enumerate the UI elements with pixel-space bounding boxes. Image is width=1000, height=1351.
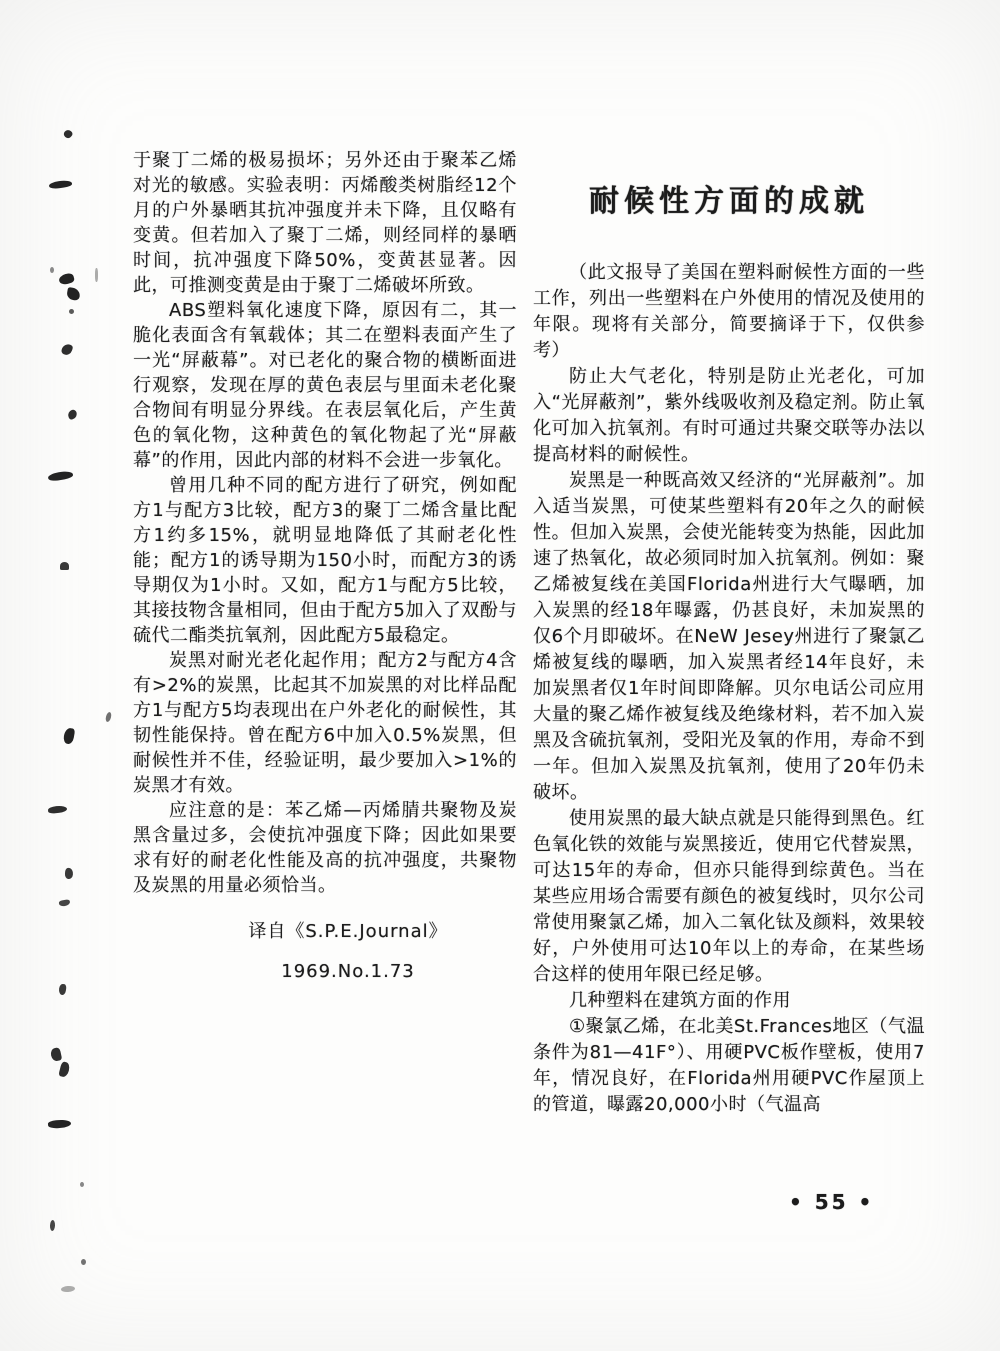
ink-blot-artifact: [67, 409, 79, 421]
ink-blot-artifact: [63, 727, 76, 744]
paragraph: 炭黑对耐光老化起作用；配方2与配方4含有>2%的炭黑，比起其不加炭黑的对比样品配方1与配方5均表现出在户外老化的耐候性，其韧性能保持。曾在配方6中加入0.5%炭黑，但耐候性并不佳，经验证明，最少要加入>1%的炭黑才有效。: [133, 650, 517, 796]
section-heading: 几种塑料在建筑方面的作用: [569, 990, 791, 1011]
left-column: [133, 148, 517, 992]
ink-blot-artifact: [48, 1119, 72, 1129]
ink-blot-artifact: [65, 868, 74, 880]
ink-blot-artifact: [49, 179, 73, 189]
ink-blot-artifact: [50, 1220, 56, 1231]
right-column: [533, 176, 925, 1118]
ink-blot-artifact: [69, 309, 74, 314]
ink-blot-artifact: [60, 562, 69, 570]
paragraph: ①聚氯乙烯，在北美St.Frances地区（气温条件为81—41F°）、用硬PVC板作壁板，使用7年，情况良好，在Florida州用硬PVC作屋顶上的管道，曝露20,000小时（气温高: [533, 1016, 925, 1115]
ink-blot-artifact: [58, 984, 66, 996]
citation-source: 译自《S.P.E.Journal》: [248, 921, 448, 942]
ink-blot-artifact: [47, 470, 73, 482]
editor-note-paragraph: （此文报导了美国在塑料耐候性方面的一些工作，列出一些塑料在户外使用的情况及使用的年限。现将有关部分，简要摘译于下，仅供参考）: [533, 262, 925, 361]
ink-blot-artifact: [50, 267, 54, 273]
paragraph: 防止大气老化，特别是防止光老化，可加入“光屏蔽剂”，紫外线吸收剂及稳定剂。防止氧化可加入抗氧剂。有时可通过共聚交联等办法以提高材料的耐候性。: [533, 366, 925, 465]
page-number: • 55 •: [789, 1190, 875, 1214]
ink-blot-artifact: [66, 287, 81, 301]
ink-blot-artifact: [105, 712, 112, 723]
paragraph: 曾用几种不同的配方进行了研究，例如配方1与配方3比较，配方3的聚丁二烯含量比配方1约多15%，就明显地降低了其耐老化性能；配方1的诱导期为150小时，而配方3的诱导期仅为1小时。又如，配方1与配方5比较，其接技物含量相同，但由于配方5加入了双酚与硫代二酯类抗氧剂，因此配方5最稳定。: [133, 475, 517, 646]
ink-blot-artifact: [61, 1286, 75, 1293]
ink-blot-artifact: [58, 272, 75, 286]
paragraph: 应注意的是：苯乙烯—丙烯腈共聚物及炭黑含量过多，会使抗冲强度下降；因此如果要求有好的耐老化性能及高的抗冲强度，共聚物及炭黑的用量必须恰当。: [133, 800, 517, 896]
paragraph: 使用炭黑的最大缺点就是只能得到黑色。红色氧化铁的效能与炭黑接近，使用它代替炭黑，可达15年的寿命，但亦只能得到综黄色。当在某些应用场合需要有颜色的被复线时，贝尔公司常使用聚氯乙烯，加入二氧化钛及颜料，效果较好，户外使用可达10年以上的寿命，在某些场合这样的使用年限已经足够。: [533, 808, 925, 985]
ink-blot-artifact: [59, 899, 71, 907]
ink-blot-artifact: [80, 1182, 84, 1187]
ink-blot-artifact: [60, 343, 73, 357]
paragraph: 于聚丁二烯的极易损坏；另外还由于聚苯乙烯对光的敏感。实验表明：丙烯酸类树脂经12个月的户外暴晒其抗冲强度并未下降，且仅略有变黄。但若加入了聚丁二烯，则经同样的暴晒时间，抗冲强度下降50%，变黄甚显著。因此，可推测变黄是由于聚丁二烯破坏所致。: [133, 150, 517, 296]
ink-blot-artifact: [95, 268, 98, 282]
paragraph: ABS塑料氧化速度下降，原因有二，其一脆化表面含有氧载体；其二在塑料表面产生了一光“屏蔽幕”。对已老化的聚合物的横断面进行观察，发现在厚的黄色表层与里面未老化聚合物间有明显分界线。在表层氧化后，产生黄色的氧化物，这种黄色的氧化物起了光“屏蔽幕”的作用，因此内部的材料不会进一步氧化。: [133, 300, 517, 471]
paragraph: 炭黑是一种既高效又经济的“光屏蔽剂”。加入适当炭黑，可使某些塑料有20年之久的耐候性。但加入炭黑，会使光能转变为热能，因此加速了热氧化，故必须同时加入抗氧剂。例如：聚乙烯被复线在美国Florida州进行大气曝晒，加入炭黑的经18年曝露，仍甚良好，未加炭黑的仅6个月即破坏。在NeW Jesey州进行了聚氯乙烯被复线的曝晒，加入炭黑者经14年良好，未加炭黑者仅1年时间即降解。贝尔电话公司应用大量的聚乙烯作被复线及绝缘材料，若不加入炭黑及含硫抗氧剂，受阳光及氧的作用，寿命不到一年。但加入炭黑及抗氧剂，使用了20年仍未破坏。: [533, 470, 925, 803]
ink-blot-artifact: [50, 1047, 62, 1062]
ink-blot-artifact: [48, 805, 68, 814]
citation: [133, 912, 517, 992]
ink-blot-artifact: [62, 128, 73, 139]
citation-issue: 1969.No.1.73: [281, 961, 415, 982]
ink-blot-artifact: [81, 1259, 86, 1265]
article-title: 耐候性方面的成就: [589, 184, 869, 219]
ink-blot-artifact: [58, 1061, 70, 1078]
